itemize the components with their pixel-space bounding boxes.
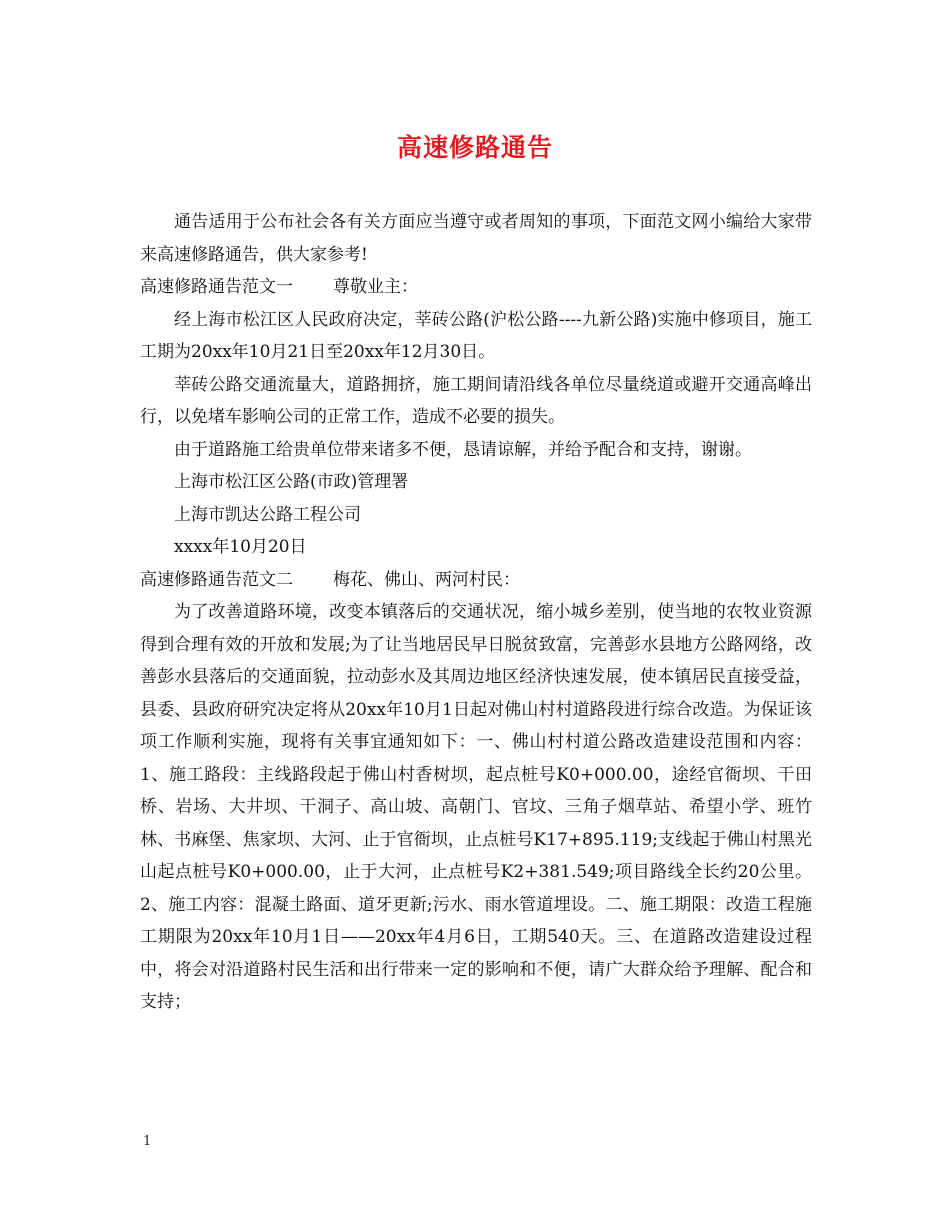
sample2-heading: 高速修路通告范文二 <box>140 569 293 590</box>
sample1-heading-line <box>140 271 812 304</box>
sample2-heading-line <box>140 564 812 597</box>
page-number: 1 <box>143 1134 152 1149</box>
sample2-salutation: 梅花、佛山、两河村民： <box>333 569 520 590</box>
sample1-paragraph: 经上海市松江区人民政府决定，莘砖公路(沪松公路----九新公路)实施中修项目，施工工期为20xx年10月21日至20xx年12月30日。 <box>140 309 812 362</box>
intro-paragraph: 通告适用于公布社会各有关方面应当遵守或者周知的事项，下面范文网小编给大家带来高速修路通告，供大家参考! <box>140 212 812 265</box>
document-body <box>140 206 812 1019</box>
document-title: 高速修路通告 <box>396 133 553 162</box>
sample1-paragraph: 由于道路施工给贵单位带来诸多不便，恳请谅解，并给予配合和支持，谢谢。 <box>174 439 752 460</box>
sample1-paragraph: 莘砖公路交通流量大，道路拥挤，施工期间请沿线各单位尽量绕道或避开交通高峰出行，以免堵车影响公司的正常工作，造成不必要的损失。 <box>140 374 812 427</box>
sample1-heading: 高速修路通告范文一 <box>140 277 293 297</box>
sample1-salutation: 尊敬业主： <box>333 277 418 297</box>
sample2-body-paragraph: 为了改善道路环境，改变本镇落后的交通状况，缩小城乡差别，使当地的农牧业资源得到合理有效的开放和发展;为了让当地居民早日脱贫致富，完善彭水县地方公路网络，改善彭水县落后的交通面貌，拉动彭水及其周边地区经济快速发展，使本镇居民直接受益，县委、县政府研究决定将从20xx年10月1日起对佛山村村道路段进行综合改造。为保证该项工作顺利实施，现将有关事宜通知如下：一、佛山村村道公路改造建设范围和内容：1、施工路段：主线路段起于佛山村香树坝，起点桩号K0+000.00，途经官衙坝、干田桥、岩场、大井坝、干洞子、高山坡、高朝门、官坟、三角子烟草站、希望小学、班竹林、书麻堡、焦家坝、大河、止于官衙坝，止点桩号K17+895.119;支线起于佛山村黑光山起点桩号K0+000.00，止于大河，止点桩号K2+381.549;项目路线全长约20公里。2、施工内容：混凝土路面、道牙更新;污水、雨水管道埋设。二、施工期限：改造工程施工期限为20xx年10月1日——20xx年4月6日，工期540天。三、在道路改造建设过程中，将会对沿道路村民生活和出行带来一定的影响和不便，请广大群众给予理解、配合和支持； <box>140 602 812 1012</box>
signature-date: xxxx年10月20日 <box>174 537 307 557</box>
signature-line: 上海市松江区公路(市政)管理署 <box>174 472 409 492</box>
signature-line: 上海市凯达公路工程公司 <box>174 504 361 525</box>
